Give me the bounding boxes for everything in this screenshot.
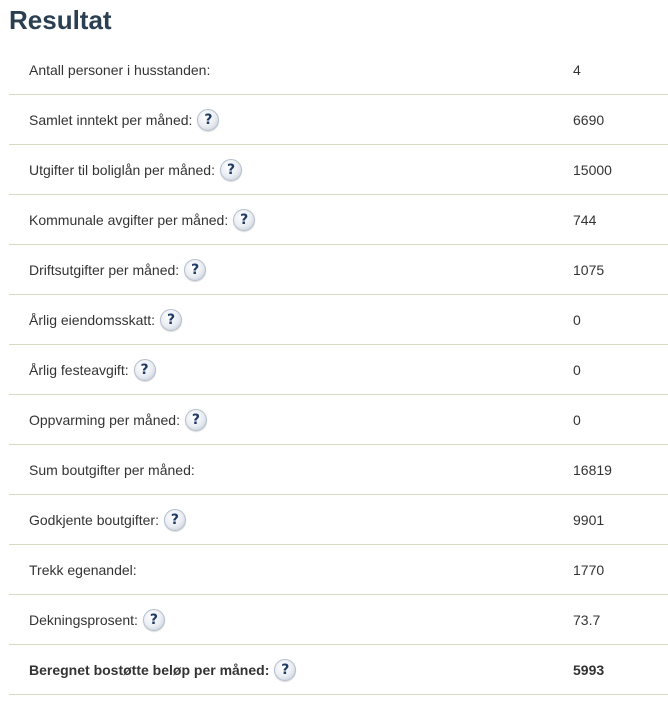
- question-mark-icon: ?: [281, 661, 290, 678]
- result-value: 15000: [573, 161, 612, 178]
- help-icon[interactable]: [185, 409, 207, 431]
- question-mark-icon: ?: [149, 611, 159, 628]
- question-mark-icon: ?: [240, 211, 249, 228]
- result-value: 73.7: [573, 611, 601, 628]
- question-mark-icon: ?: [191, 261, 200, 278]
- result-row: [9, 595, 668, 645]
- result-value: 16819: [573, 461, 612, 478]
- help-icon[interactable]: [233, 209, 255, 231]
- result-label: Årlig eiendomsskatt:: [29, 311, 156, 328]
- result-label: Utgifter til boliglån per måned:: [29, 161, 215, 178]
- result-label-cell: [9, 309, 573, 331]
- help-icon[interactable]: [184, 259, 206, 281]
- result-label: Kommunale avgifter per måned:: [29, 211, 229, 228]
- result-value: 4: [573, 61, 581, 78]
- question-mark-icon: ?: [140, 361, 149, 378]
- result-row: [9, 195, 668, 245]
- question-mark-icon: ?: [191, 411, 201, 428]
- result-label: Antall personer i husstanden:: [29, 61, 211, 78]
- result-label: Samlet inntekt per måned:: [29, 111, 193, 128]
- result-row: [9, 45, 668, 95]
- result-label-cell: [9, 462, 573, 478]
- help-icon[interactable]: [143, 609, 165, 631]
- result-label-cell: [9, 409, 573, 431]
- result-label-cell: [9, 659, 573, 681]
- result-label-cell: [9, 259, 573, 281]
- result-label-cell: [9, 562, 573, 578]
- result-value: 5993: [573, 661, 605, 678]
- result-row: [9, 245, 668, 295]
- result-label: Årlig festeavgift:: [29, 361, 129, 378]
- result-label: Dekningsprosent:: [29, 611, 138, 628]
- help-icon[interactable]: [164, 509, 186, 531]
- help-icon[interactable]: [160, 309, 182, 331]
- result-value: 1770: [573, 561, 605, 578]
- help-icon[interactable]: [220, 159, 242, 181]
- page-title: Resultat: [9, 5, 112, 35]
- question-mark-icon: ?: [226, 161, 236, 178]
- result-row: [9, 645, 668, 695]
- result-value: 6690: [573, 111, 605, 128]
- result-label: Oppvarming per måned:: [29, 411, 180, 428]
- question-mark-icon: ?: [204, 111, 213, 128]
- result-value: 744: [573, 211, 597, 228]
- help-icon[interactable]: [274, 659, 296, 681]
- result-row: [9, 295, 668, 345]
- result-row: [9, 345, 668, 395]
- result-row: [9, 95, 668, 145]
- result-value: 0: [573, 311, 581, 328]
- result-label-cell: [9, 62, 573, 78]
- result-value: 0: [573, 361, 581, 378]
- result-label: Sum boutgifter per måned:: [29, 461, 195, 478]
- result-row: [9, 495, 668, 545]
- question-mark-icon: ?: [167, 311, 176, 328]
- result-label: Beregnet bostøtte beløp per måned:: [29, 661, 270, 678]
- result-row: [9, 145, 668, 195]
- result-label: Driftsutgifter per måned:: [29, 261, 180, 278]
- result-label-cell: [9, 159, 573, 181]
- result-value: 9901: [573, 511, 605, 528]
- result-label-cell: [9, 609, 573, 631]
- help-icon[interactable]: [197, 109, 219, 131]
- question-mark-icon: ?: [170, 511, 180, 528]
- result-label: Trekk egenandel:: [29, 561, 137, 578]
- result-label: Godkjente boutgifter:: [29, 511, 159, 528]
- result-label-cell: [9, 109, 573, 131]
- result-value: 1075: [573, 261, 605, 278]
- result-label-cell: [9, 209, 573, 231]
- result-row: [9, 445, 668, 495]
- result-row: [9, 395, 668, 445]
- result-value: 0: [573, 411, 581, 428]
- result-label-cell: [9, 509, 573, 531]
- help-icon[interactable]: [134, 359, 156, 381]
- result-row: [9, 545, 668, 595]
- result-table: [9, 45, 668, 695]
- result-label-cell: [9, 359, 573, 381]
